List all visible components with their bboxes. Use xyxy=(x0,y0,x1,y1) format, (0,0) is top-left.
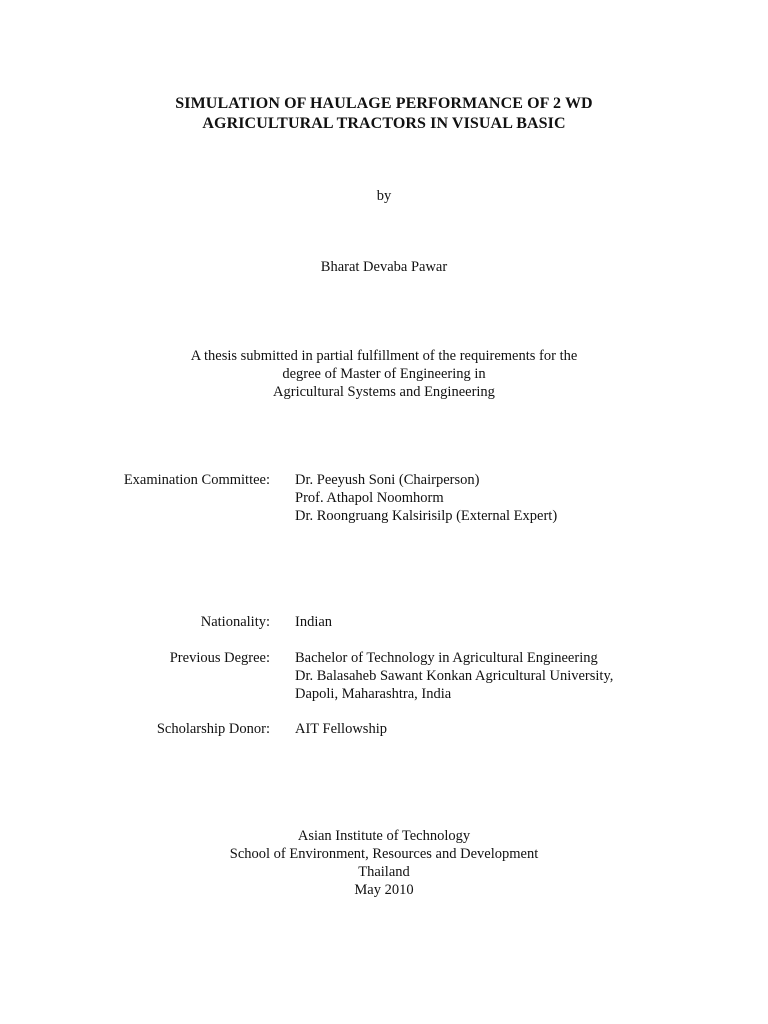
thesis-statement-line-1: A thesis submitted in partial fulfillment of the requirements for the xyxy=(190,348,578,364)
author-name: Bharat Devaba Pawar xyxy=(320,259,448,275)
thesis-title-line-2: AGRICULTURAL TRACTORS IN VISUAL BASIC xyxy=(202,115,566,132)
committee-label: Examination Committee: xyxy=(123,472,270,488)
previous-degree-line: Bachelor of Technology in Agricultural Engineering xyxy=(295,650,598,666)
submission-date: May 2010 xyxy=(354,882,414,898)
previous-degree-value xyxy=(295,649,613,703)
previous-degree-label: Previous Degree: xyxy=(169,650,270,666)
scholarship-value: AIT Fellowship xyxy=(295,721,387,737)
by-text: by xyxy=(376,188,392,204)
thesis-statement xyxy=(0,347,768,401)
institution-block xyxy=(0,827,768,899)
committee-member: Dr. Roongruang Kalsirisilp (External Expert) xyxy=(295,508,558,524)
thesis-title-line-1: SIMULATION OF HAULAGE PERFORMANCE OF 2 WD xyxy=(175,95,593,112)
committee-member: Prof. Athapol Noomhorm xyxy=(295,490,444,506)
previous-degree-line: Dr. Balasaheb Sawant Konkan Agricultural University, xyxy=(295,668,614,684)
school-name: School of Environment, Resources and Development xyxy=(229,846,539,862)
thesis-statement-line-2: degree of Master of Engineering in xyxy=(282,366,486,382)
thesis-statement-line-3: Agricultural Systems and Engineering xyxy=(273,384,495,400)
scholarship-label: Scholarship Donor: xyxy=(156,721,270,737)
thesis-title xyxy=(0,94,768,134)
committee-members xyxy=(295,471,557,525)
previous-degree-line: Dapoli, Maharashtra, India xyxy=(295,686,452,702)
institution-name: Asian Institute of Technology xyxy=(297,828,471,844)
nationality-value: Indian xyxy=(295,614,333,630)
nationality-label: Nationality: xyxy=(200,614,270,630)
committee-member: Dr. Peeyush Soni (Chairperson) xyxy=(295,472,480,488)
country: Thailand xyxy=(358,864,410,880)
